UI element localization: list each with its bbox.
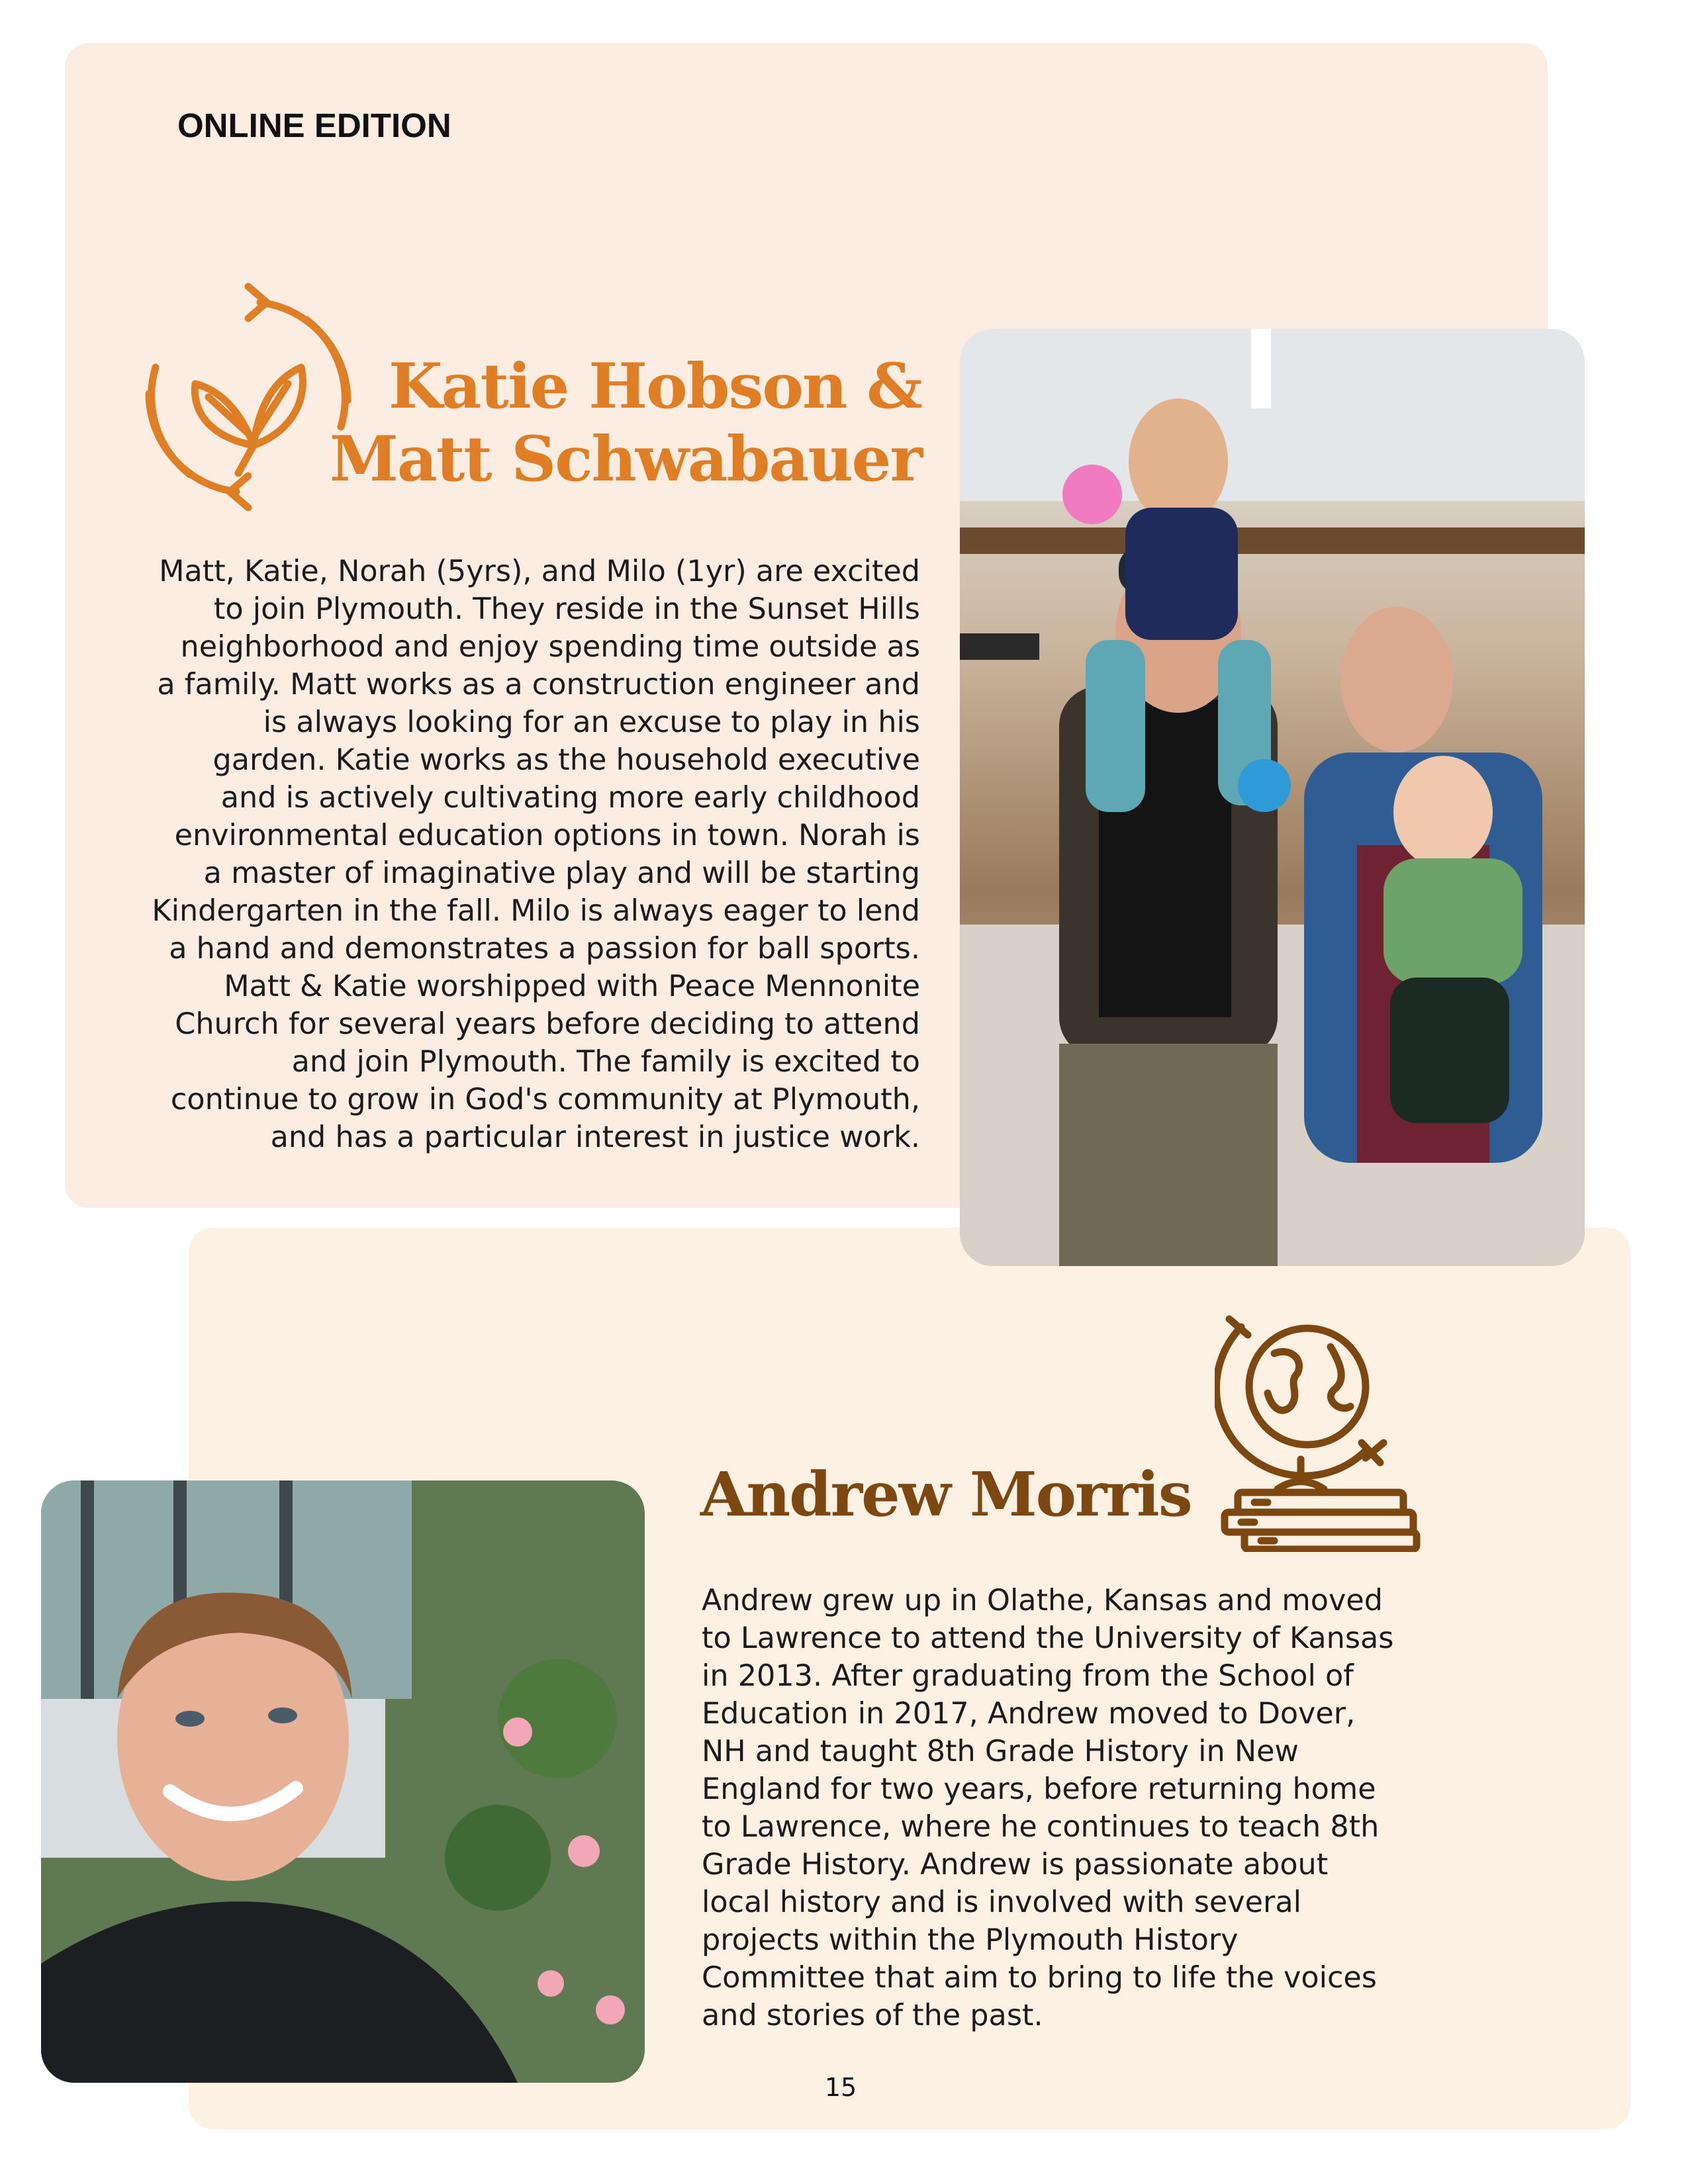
family-photo xyxy=(960,329,1585,1266)
bio-andrew-morris xyxy=(702,1582,1450,2034)
bio-line: Church for several years before deciding to attend xyxy=(175,1007,920,1041)
globe-on-books-icon xyxy=(1215,1307,1427,1552)
bio-line: Grade History. Andrew is passionate about xyxy=(702,1848,1329,1882)
profile-name-andrew-morris: Andrew Morris xyxy=(700,1459,1192,1530)
bio-line: projects within the Plymouth History xyxy=(702,1923,1239,1957)
leaf-cycle-icon xyxy=(142,268,354,526)
bio-line: Andrew grew up in Olathe, Kansas and moved xyxy=(702,1584,1383,1617)
bio-line: and stories of the past. xyxy=(702,1999,1043,2032)
bio-line: Matt & Katie worshipped with Peace Mennonite xyxy=(224,970,920,1003)
bio-line: and is actively cultivating more early childhood xyxy=(220,781,920,815)
edition-label: ONLINE EDITION xyxy=(177,107,451,144)
profile-name-hobson-schwabauer xyxy=(330,351,921,496)
page-number: 15 xyxy=(824,2073,857,2102)
bio-line: in 2013. After graduating from the School of xyxy=(702,1659,1354,1693)
bio-line: to Lawrence, where he continues to teach 8th xyxy=(702,1810,1380,1844)
bio-line: and join Plymouth. The family is excited to xyxy=(291,1045,920,1079)
bio-line: a family. Matt works as a construction engineer and xyxy=(157,668,920,702)
bio-line: is always looking for an excuse to play in his xyxy=(263,705,920,739)
bio-line: to join Plymouth. They reside in the Sunset Hills xyxy=(213,592,920,626)
name-line: Matt Schwabauer xyxy=(329,422,921,496)
bio-line: a hand and demonstrates a passion for ball sports. xyxy=(169,932,920,966)
bio-line: to Lawrence to attend the University of Kansas xyxy=(702,1621,1394,1655)
bio-line: garden. Katie works as the household executive xyxy=(212,743,920,777)
name-line: Katie Hobson & xyxy=(388,350,921,423)
bio-line: Kindergarten in the fall. Milo is always eager to lend xyxy=(152,894,920,928)
bio-line: and has a particular interest in justice work. xyxy=(270,1120,920,1154)
bio-line: Matt, Katie, Norah (5yrs), and Milo (1yr) are excited xyxy=(159,555,920,588)
bio-line: neighborhood and enjoy spending time outside as xyxy=(180,630,920,664)
portrait-photo xyxy=(41,1480,645,2083)
bio-line: NH and taught 8th Grade History in New xyxy=(702,1735,1299,1768)
bio-hobson-schwabauer xyxy=(119,553,920,1156)
bio-line: England for two years, before returning home xyxy=(702,1772,1376,1806)
bio-line: Education in 2017, Andrew moved to Dover, xyxy=(702,1697,1356,1731)
bio-line: Committee that aim to bring to life the voices xyxy=(702,1961,1377,1995)
bio-line: local history and is involved with several xyxy=(702,1886,1301,1919)
bio-line: continue to grow in God's community at Plymouth, xyxy=(170,1083,920,1116)
bio-line: environmental education options in town. Norah is xyxy=(174,819,920,852)
bio-line: a master of imaginative play and will be starting xyxy=(203,856,920,890)
